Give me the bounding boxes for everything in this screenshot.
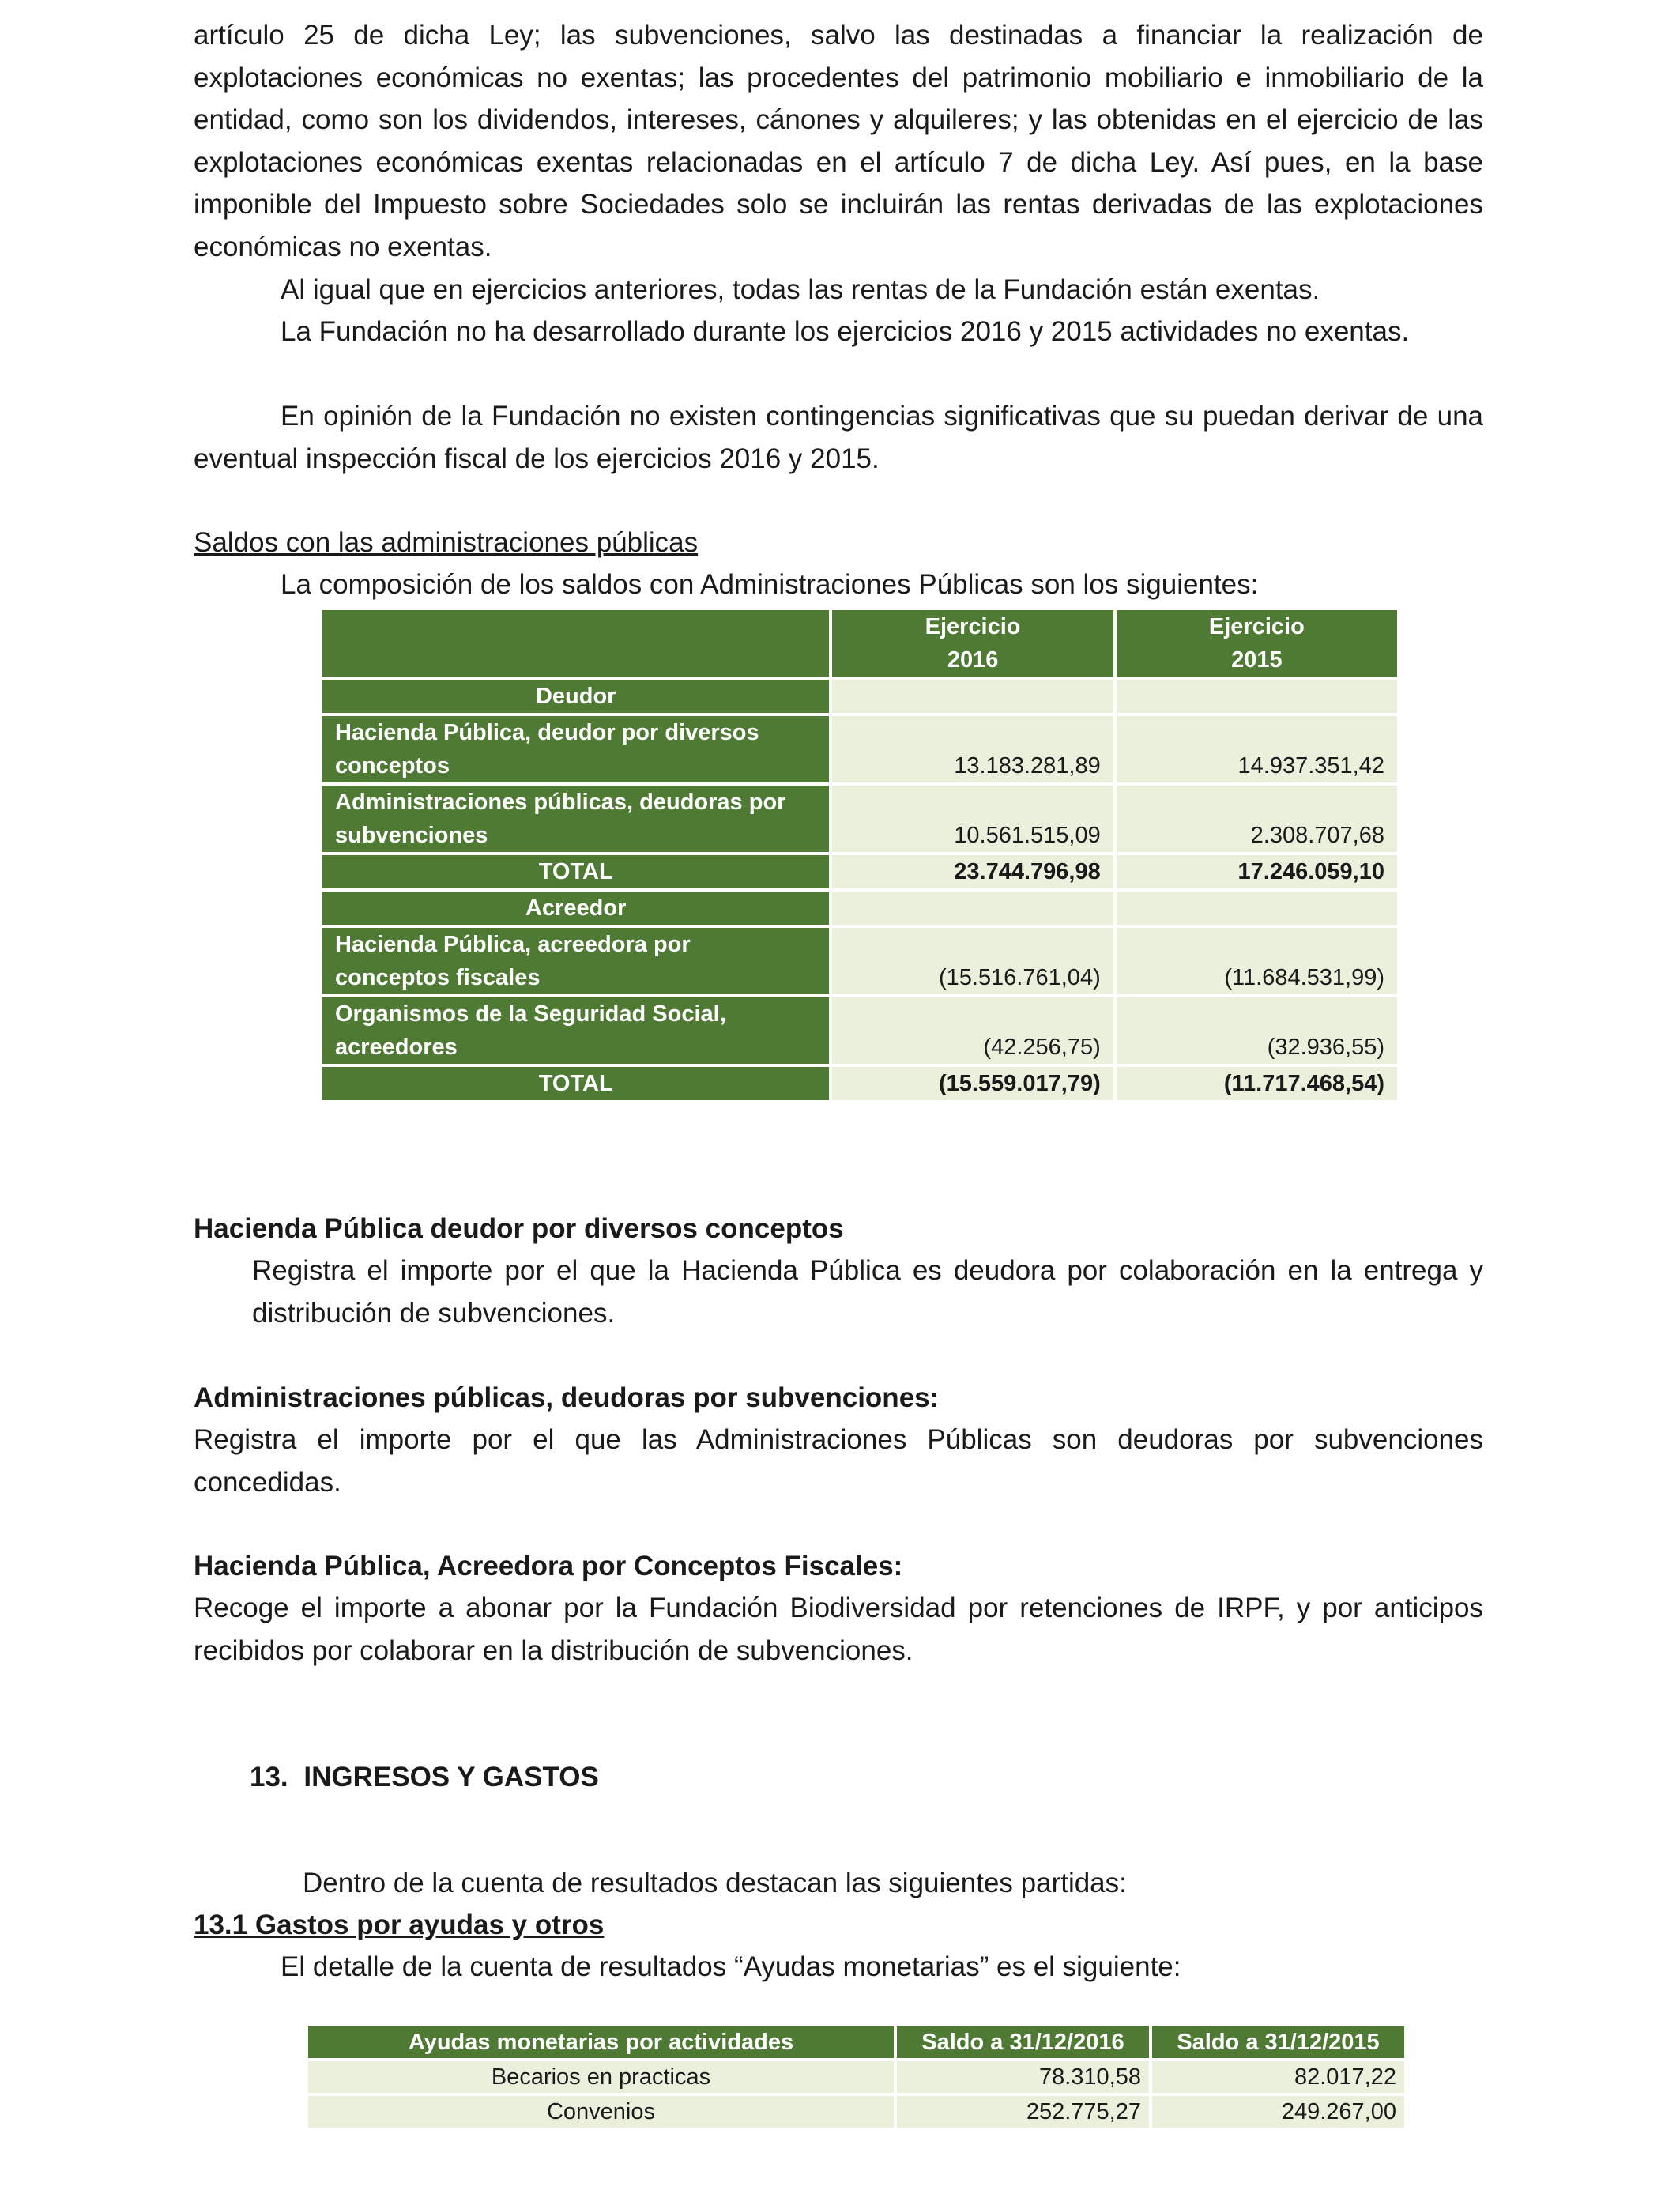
- header-2015: [1117, 610, 1397, 677]
- table-row: [308, 2061, 1404, 2093]
- section13-number: 13.: [250, 1762, 288, 1793]
- section13-heading: [250, 1756, 599, 1799]
- header-2016-line2: 2016: [947, 647, 999, 673]
- row-label: Convenios: [308, 2096, 894, 2128]
- acreedor-label: Acreedor: [322, 892, 829, 925]
- empty-cell: [832, 892, 1113, 925]
- value-2016: 10.561.515,09: [832, 786, 1113, 852]
- header-2015-line1: Ejercicio: [1208, 614, 1305, 639]
- header-empty-cell: [322, 610, 829, 677]
- saldos-heading: Saldos con las administraciones públicas: [194, 527, 699, 558]
- section13-title: INGRESOS Y GASTOS: [303, 1762, 599, 1793]
- row-label-line2: conceptos fiscales: [335, 965, 541, 990]
- header-2015-line2: 2015: [1231, 647, 1283, 673]
- row-label-line1: Hacienda Pública, acreedora por: [335, 932, 691, 957]
- table-header-row: [322, 610, 1397, 677]
- table-row: [322, 892, 1397, 925]
- row-label-line2: conceptos: [335, 753, 450, 778]
- paragraph-rentas-exentas: Al igual que en ejercicios anteriores, todas las rentas de la Fundación están exentas.: [281, 274, 1320, 305]
- saldos-table: [319, 607, 1400, 1103]
- row-label: [322, 786, 829, 852]
- total-2016: 23.744.796,98: [832, 855, 1113, 888]
- paragraph-no-actividades: La Fundación no ha desarrollado durante los ejercicios 2016 y 2015 actividades no exentas.: [281, 316, 1410, 347]
- header-2016-line1: Ejercicio: [925, 614, 1021, 639]
- row-label-line2: subvenciones: [335, 823, 488, 848]
- empty-cell: [1117, 892, 1397, 925]
- row-label: [322, 997, 829, 1064]
- hp-acreedora-text: Recoge el importe a abonar por la Fundación Biodiversidad por retenciones de IRPF, y por anticipos recibidos por colaborar en la distribución de subvenciones.: [194, 1593, 1483, 1666]
- table-row: [322, 680, 1397, 713]
- section13-1-heading: 13.1 Gastos por ayudas y otros: [194, 1909, 605, 1940]
- hp-deudor-title: Hacienda Pública deudor por diversos conceptos: [194, 1213, 844, 1244]
- value-2016: 78.310,58: [897, 2061, 1149, 2093]
- header-ayudas: Ayudas monetarias por actividades: [308, 2026, 894, 2058]
- value-2015: 249.267,00: [1152, 2096, 1404, 2128]
- deudor-label: Deudor: [322, 680, 829, 713]
- value-2016: (15.516.761,04): [832, 928, 1113, 994]
- row-label: [322, 928, 829, 994]
- header-saldo-2015: Saldo a 31/12/2015: [1152, 2026, 1404, 2058]
- ap-deudoras-title: Administraciones públicas, deudoras por subvenciones:: [194, 1382, 940, 1413]
- table-row: [322, 716, 1397, 782]
- table-row: [308, 2096, 1404, 2128]
- total-2015: (11.717.468,54): [1117, 1067, 1397, 1100]
- header-2016: [832, 610, 1113, 677]
- empty-cell: [1117, 680, 1397, 713]
- header-saldo-2016: Saldo a 31/12/2016: [897, 2026, 1149, 2058]
- ap-deudoras-text: Registra el importe por el que las Administraciones Públicas son deudoras por subvenciones concedidas.: [194, 1424, 1483, 1498]
- value-2015: 82.017,22: [1152, 2061, 1404, 2093]
- total-2015: 17.246.059,10: [1117, 855, 1397, 888]
- section13-1-intro: El detalle de la cuenta de resultados “Ayudas monetarias” es el siguiente:: [281, 1951, 1181, 1982]
- value-2016: 252.775,27: [897, 2096, 1149, 2128]
- total-label: TOTAL: [322, 855, 829, 888]
- saldos-intro: La composición de los saldos con Administraciones Públicas son los siguientes:: [281, 569, 1259, 600]
- hp-deudor-text: Registra el importe por el que la Hacienda Pública es deudora por colaboración en la entrega y distribución de subvenciones.: [252, 1255, 1483, 1329]
- value-2015: 2.308.707,68: [1117, 786, 1397, 852]
- hp-acreedora-title: Hacienda Pública, Acreedora por Conceptos Fiscales:: [194, 1551, 903, 1581]
- value-2016: 13.183.281,89: [832, 716, 1113, 782]
- table-header-row: [308, 2026, 1404, 2058]
- table-row: [322, 997, 1397, 1064]
- paragraph-tax-exemption: artículo 25 de dicha Ley; las subvenciones, salvo las destinadas a financiar la realización de explotaciones económicas no exentas; las procedentes del patrimonio mobiliario e inmobiliario de la entidad, como son los dividendos, intereses, cánones y alquileres; y las obtenidas en el ejercicio de las explotaciones económicas exentas relacionadas en el artículo 7 de dicha Ley. Así pues, en la base imponible del Impuesto sobre Sociedades solo se incluirán las rentas derivadas de las explotaciones económicas no exentas.: [194, 20, 1483, 262]
- value-2015: (11.684.531,99): [1117, 928, 1397, 994]
- table-row: [322, 928, 1397, 994]
- value-2015: (32.936,55): [1117, 997, 1397, 1064]
- table-row-total: [322, 1067, 1397, 1100]
- total-2016: (15.559.017,79): [832, 1067, 1113, 1100]
- value-2015: 14.937.351,42: [1117, 716, 1397, 782]
- total-label: TOTAL: [322, 1067, 829, 1100]
- section13-intro: Dentro de la cuenta de resultados destacan las siguientes partidas:: [303, 1868, 1127, 1898]
- row-label-line1: Hacienda Pública, deudor por diversos: [335, 720, 759, 745]
- row-label: [322, 716, 829, 782]
- empty-cell: [832, 680, 1113, 713]
- row-label: Becarios en practicas: [308, 2061, 894, 2093]
- ayudas-table: [305, 2023, 1407, 2131]
- row-label-line2: acreedores: [335, 1035, 458, 1060]
- row-label-line1: Administraciones públicas, deudoras por: [335, 790, 786, 815]
- table-row-total: [322, 855, 1397, 888]
- row-label-line1: Organismos de la Seguridad Social,: [335, 1001, 726, 1027]
- table-row: [322, 786, 1397, 852]
- value-2016: (42.256,75): [832, 997, 1113, 1064]
- paragraph-contingencias: En opinión de la Fundación no existen contingencias significativas que su puedan derivar de una eventual inspección fiscal de los ejercicios 2016 y 2015.: [194, 401, 1483, 474]
